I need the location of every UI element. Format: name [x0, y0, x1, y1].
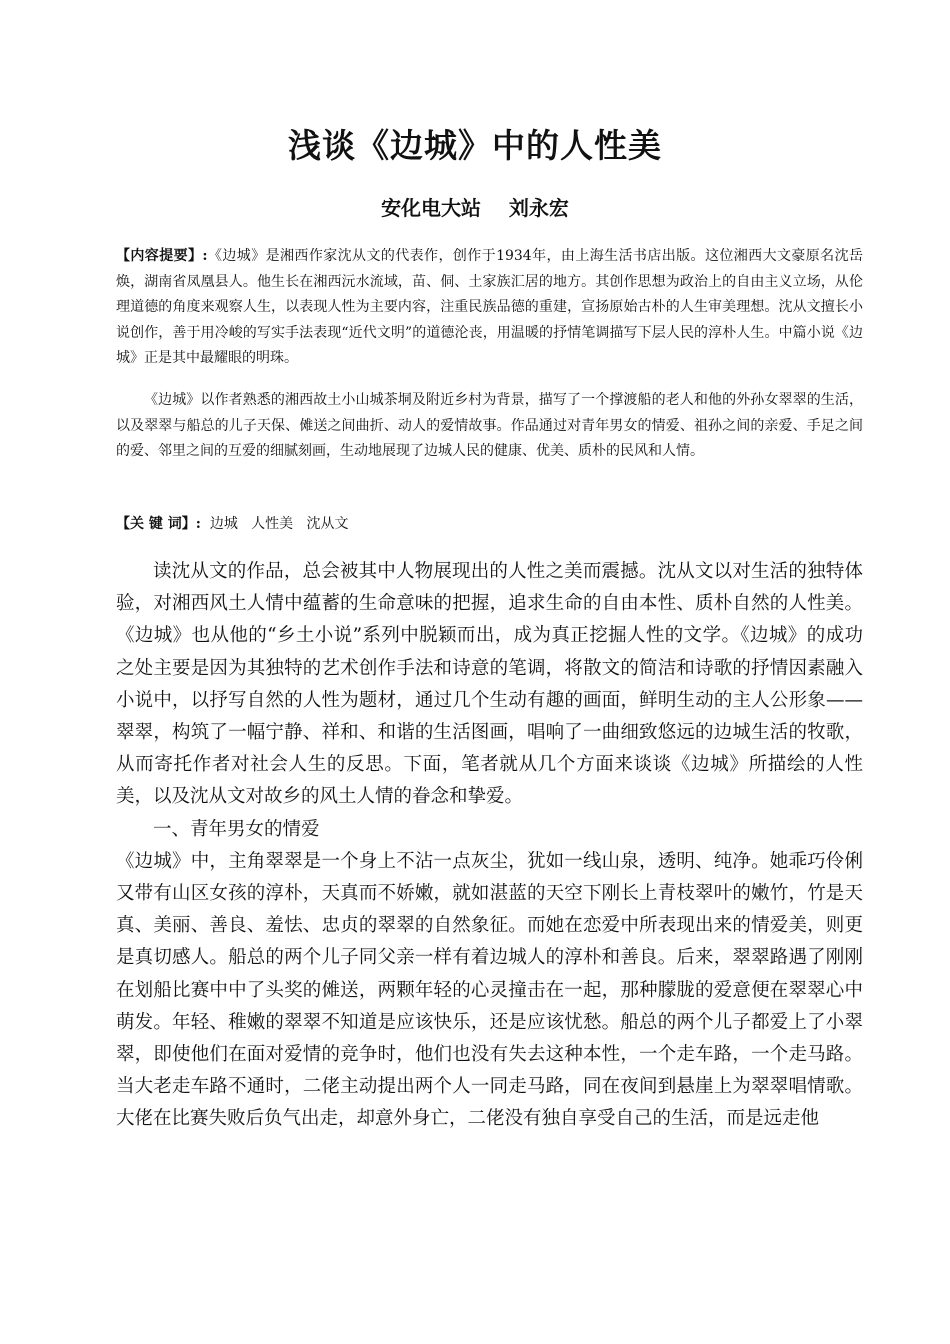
body-text [116, 556, 863, 1136]
abstract-text: 《边城》是湘西作家沈从文的代表作，创作于1934年，由上海生活书店出版。这位湘西大文豪原名沈岳焕，湖南省凤凰县人。他生长在湘西沅水流域，苗、侗、土家族汇居的地方。其创作思想为政治上的自由主义立场，从伦理道德的角度来观察人生，以表现人性为主要内容，注重民族品德的重建，宣扬原始古朴的人生审美理想。沈从文擅长小说创作，善于用冷峻的写实手法表现“近代文明”的道德沦丧，用温暖的抒情笔调描写下层人民的淳朴人生。中篇小说《边城》正是其中最耀眼的明珠。 [116, 248, 863, 366]
body-paragraph-1: 读沈从文的作品，总会被其中人物展现出的人性之美而震撼。沈从文以对生活的独特体验，对湘西风土人情中蕴蓄的生命意味的把握，追求生命的自由本性、质朴自然的人性美。《边城》也从他的“乡土小说”系列中脱颖而出，成为真正挖掘人性的文学。《边城》的成功之处主要是因为其独特的艺术创作手法和诗意的笔调，将散文的简洁和诗歌的抒情因素融入小说中，以抒写自然的人性为题材，通过几个生动有趣的画面，鲜明生动的主人公形象——翠翠，构筑了一幅宁静、祥和、和谐的生活图画，唱响了一曲细致悠远的边城生活的牧歌，从而寄托作者对社会人生的反思。下面，笔者就从几个方面来谈谈《边城》所描绘的人性美，以及沈从文对故乡的风土人情的眷念和挚爱。 [116, 561, 863, 808]
keywords-line [116, 513, 863, 535]
document-title: 浅谈《边城》中的人性美 [288, 126, 662, 165]
abstract-paragraph-2: 《边城》以作者熟悉的湘西故土小山城茶垌及附近乡村为背景，描写了一个撑渡船的老人和他的外孙女翠翠的生活，以及翠翠与船总的儿子天保、傩送之间曲折、动人的爱情故事。作品通过对青年男女的情爱、祖孙之间的亲爱、手足之间的爱、邻里之间的互爱的细腻刻画，生动地展现了边城人民的健康、优美、质朴的民风和人情。 [116, 392, 863, 459]
author-line: 安化电大站 刘永宏 [381, 196, 569, 220]
abstract-paragraph [116, 244, 863, 372]
section-heading-1: 一、青年男女的情爱 [153, 818, 320, 840]
keywords-label: 【关 键 词】: [116, 516, 201, 532]
keywords-values: 边城 人性美 沈从文 [200, 516, 349, 532]
abstract-label: 【内容提要】: [116, 248, 208, 264]
body-paragraph-2: 《边城》中，主角翠翠是一个身上不沾一点灰尘，犹如一线山泉，透明、纯净。她乖巧伶俐又带有山区女孩的淳朴，天真而不娇嫩，就如湛蓝的天空下刚长上青枝翠叶的嫩竹，竹是天真、美丽、善良、羞怯、忠贞的翠翠的自然象征。而她在恋爱中所表现出来的情爱美，则更是真切感人。船总的两个儿子同父亲一样有着边城人的淳朴和善良。后来，翠翠路遇了刚刚在划船比赛中中了头奖的傩送，两颗年轻的心灵撞击在一起，那种朦胧的爱意便在翠翠心中萌发。年轻、稚嫩的翠翠不知道是应该快乐，还是应该忧愁。船总的两个儿子都爱上了小翠翠，即使他们在面对爱情的竞争时，他们也没有失去这种本性，一个走车路，一个走马路。当大老走车路不通时，二佬主动提出两个人一同走马路，同在夜间到悬崖上为翠翠唱情歌。大佬在比赛失败后负气出走，却意外身亡，二佬没有独自享受自己的生活，而是远走他 [116, 850, 863, 1130]
